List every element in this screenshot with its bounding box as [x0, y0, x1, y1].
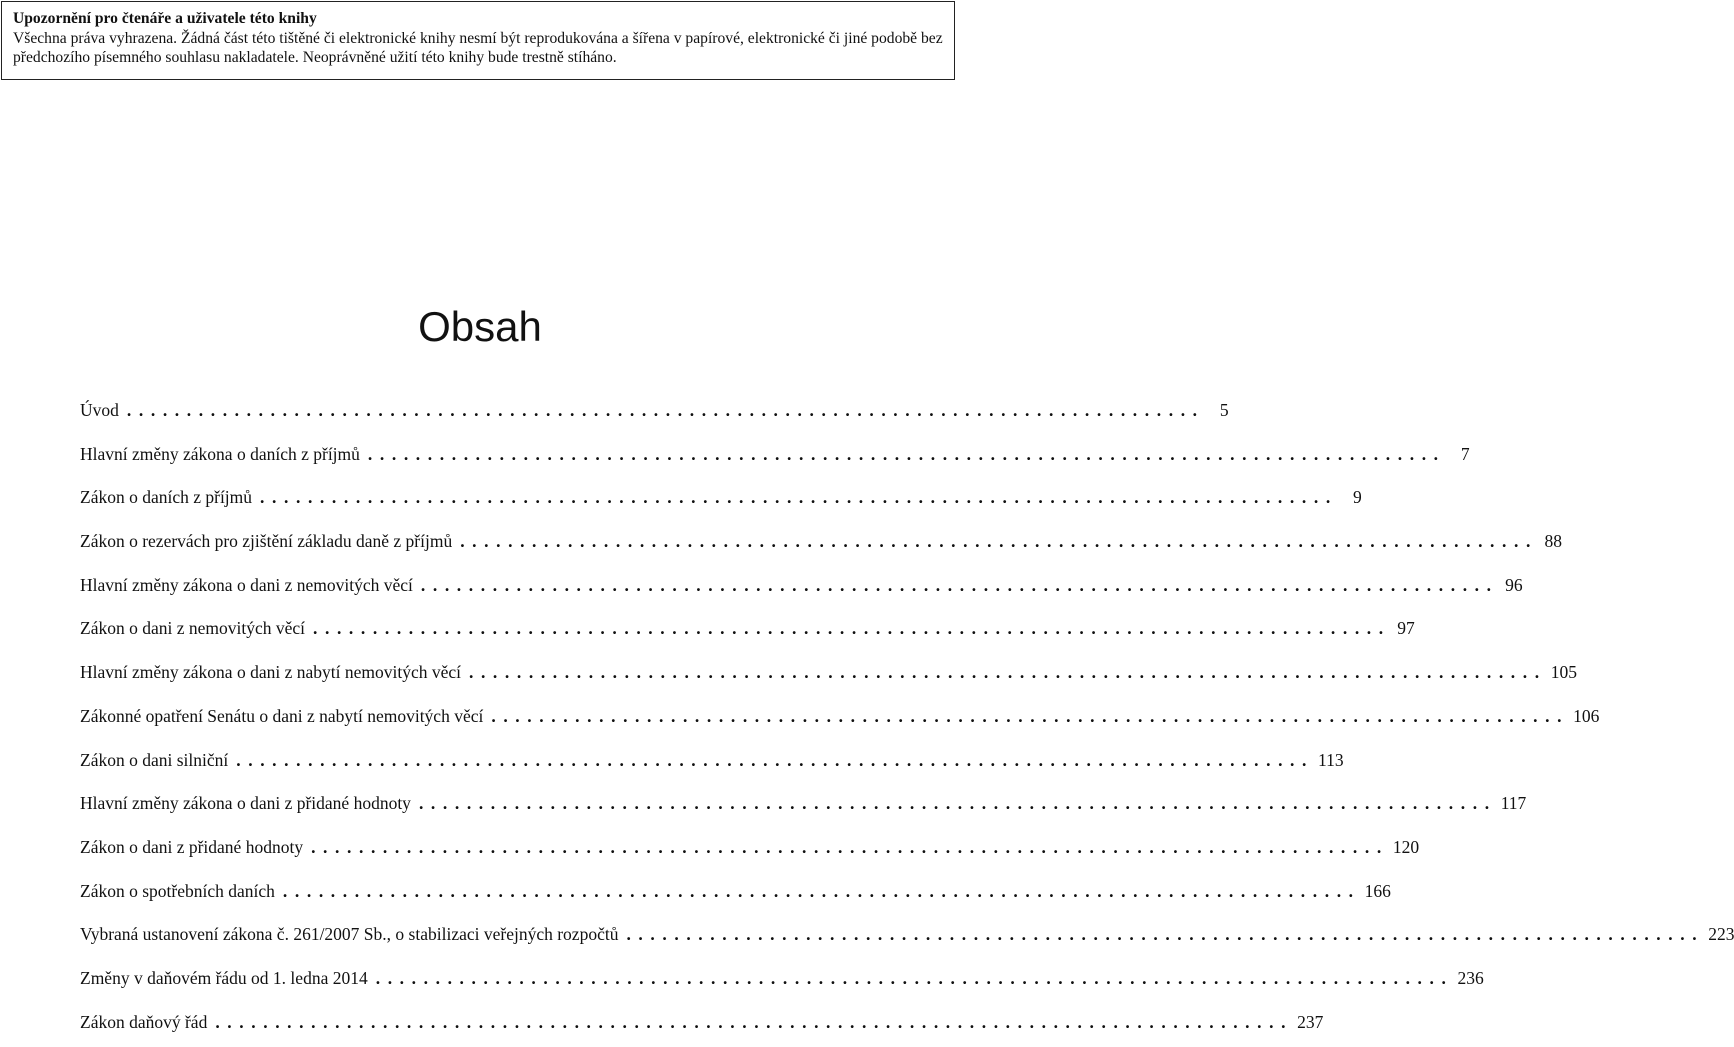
toc-entry-title: Hlavní změny zákona o dani z nabytí nemovitých věcí [80, 662, 461, 683]
toc-entry[interactable] [80, 873, 1391, 917]
toc-entry[interactable] [80, 610, 1415, 654]
toc-entry-title: Zákon o spotřebních daních [80, 880, 275, 901]
toc-dot-leader: .......................................................................................... [420, 574, 1499, 595]
toc-entry-page-number: 117 [1500, 793, 1527, 814]
toc-dot-leader: .......................................................................................... [367, 443, 1446, 464]
toc-entry-page-number: 166 [1364, 880, 1391, 901]
toc-entry[interactable] [80, 785, 1527, 829]
page-title: Obsah [418, 303, 542, 350]
notice-text: Všechna práva vyhrazena. Žádná část této tištěné či elektronické knihy nesmí být reprodukována a šířena v papírové, elektronické či jiné podobě bez předchozího písemného souhlasu nakladatele. Neoprávněné užití této knihy bude trestně stíháno. [13, 29, 943, 66]
toc-entry[interactable] [80, 916, 1734, 960]
copyright-notice-box [1, 1, 955, 80]
toc-dot-leader: .......................................................................................... [626, 924, 1705, 945]
toc-entry-page-number: 223 [1708, 924, 1734, 945]
toc-dot-leader: .......................................................................................... [460, 531, 1538, 552]
toc-entry-title: Zákon o dani silniční [80, 749, 229, 770]
toc-entry-page-number: 9 [1353, 487, 1362, 508]
toc-dot-leader: .......................................................................................... [311, 836, 1389, 857]
toc-entry[interactable] [80, 698, 1600, 742]
toc-dot-leader: .......................................................................................... [236, 749, 1314, 770]
toc-entry-page-number: 96 [1505, 574, 1523, 595]
toc-entry[interactable] [80, 654, 1577, 698]
toc-entry-title: Zákonné opatření Senátu o dani z nabytí nemovitých věcí [80, 705, 484, 726]
toc-entry-page-number: 236 [1457, 967, 1484, 988]
toc-entry-title: Úvod [80, 400, 119, 420]
toc-entry-page-number: 7 [1460, 443, 1470, 464]
toc-entry-page-number: 113 [1318, 749, 1344, 770]
toc-entry-title: Zákon daňový řád [80, 1011, 208, 1032]
toc-entry-page-number: 5 [1219, 400, 1229, 420]
toc-dot-leader: .......................................................................................... [375, 967, 1454, 988]
toc-entry-title: Hlavní změny zákona o dani z přidané hodnoty [80, 793, 411, 814]
toc-dot-leader: .......................................................................................... [468, 662, 1547, 683]
toc-entry-page-number: 88 [1544, 531, 1562, 552]
toc-dot-leader: .......................................................................................... [418, 793, 1497, 814]
toc-entry[interactable] [80, 1004, 1324, 1047]
toc-dot-leader: .......................................................................................... [313, 618, 1391, 639]
toc-dot-leader: .......................................................................................... [260, 487, 1338, 508]
toc-entry[interactable] [80, 960, 1484, 1004]
toc-entry[interactable] [80, 567, 1523, 611]
table-of-contents [80, 392, 1734, 1047]
toc-entry-title: Zákon o dani z přidané hodnoty [80, 836, 304, 857]
toc-entry-title: Zákon o dani z nemovitých věcí [80, 618, 305, 639]
toc-entry-page-number: 120 [1392, 836, 1420, 857]
toc-entry-title: Zákon o rezervách pro zjištění základu daně z příjmů [80, 531, 453, 552]
notice-title: Upozornění pro čtenáře a uživatele této knihy [13, 10, 317, 27]
toc-entry[interactable] [80, 829, 1420, 873]
toc-entry-page-number: 237 [1297, 1011, 1324, 1032]
toc-dot-leader: .......................................................................................... [215, 1011, 1294, 1032]
toc-entry-title: Zákon o daních z příjmů [80, 487, 253, 508]
toc-dot-leader: .......................................................................................... [491, 705, 1570, 726]
toc-dot-leader: .......................................................................................... [282, 880, 1361, 901]
toc-entry[interactable] [80, 392, 1229, 436]
toc-entry-title: Změny v daňovém řádu od 1. ledna 2014 [80, 967, 368, 988]
toc-entry-page-number: 97 [1397, 618, 1415, 639]
toc-entry-title: Hlavní změny zákona o dani z nemovitých věcí [80, 574, 413, 595]
toc-dot-leader: .......................................................................................... [126, 400, 1205, 420]
toc-entry-title: Vybraná ustanovení zákona č. 261/2007 Sb., o stabilizaci veřejných rozpočtů [80, 924, 619, 945]
toc-entry-page-number: 105 [1550, 662, 1577, 683]
toc-entry-page-number: 106 [1573, 705, 1600, 726]
toc-entry[interactable] [80, 523, 1562, 567]
toc-entry[interactable] [80, 742, 1344, 786]
toc-entry[interactable] [80, 436, 1470, 480]
toc-entry[interactable] [80, 479, 1362, 523]
toc-entry-title: Hlavní změny zákona o daních z příjmů [80, 443, 360, 464]
